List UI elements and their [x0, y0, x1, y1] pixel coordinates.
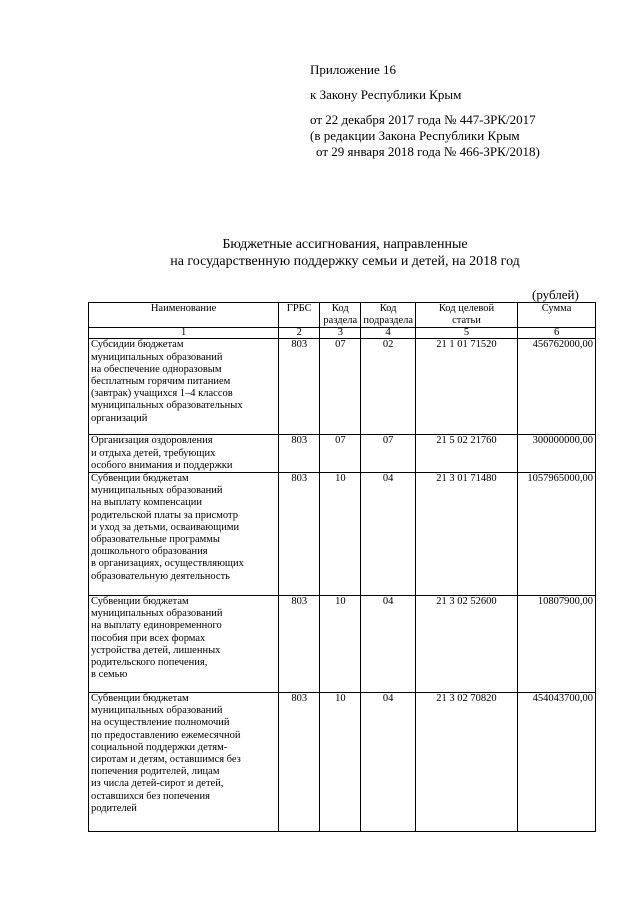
- currency-units: (рублей): [532, 287, 579, 302]
- amendment-date-number: от 29 января 2018 года № 466-ЗРК/2018): [316, 144, 540, 159]
- table-row: [89, 473, 596, 596]
- row-grbs: 803: [279, 473, 320, 596]
- column-number: 1: [89, 328, 279, 339]
- row-name: Субвенции бюджетам муниципальных образований на выплату единовременного пособия при всех формах устройства детей, лишенных родительского попечения, в семью: [89, 596, 279, 693]
- column-number: 6: [518, 328, 596, 339]
- row-section: 10: [320, 693, 361, 832]
- column-numbers-row: [89, 328, 596, 339]
- row-grbs: 803: [279, 693, 320, 832]
- appendix-number: Приложение 16: [310, 62, 397, 77]
- title-line-1: Бюджетные ассигнования, направленные: [222, 237, 468, 252]
- law-reference: к Закону Республики Крым: [310, 87, 462, 102]
- row-sum: 10807900,00: [518, 596, 596, 693]
- column-header-name: Наименование: [89, 303, 279, 328]
- row-subsection: 07: [361, 435, 415, 473]
- column-number: 3: [320, 328, 361, 339]
- row-section: 07: [320, 435, 361, 473]
- column-header-sum: Сумма: [518, 303, 596, 328]
- row-name: Субсидии бюджетам муниципальных образований на обеспечение одноразовым бесплатным горячим питанием (завтрак) учащихся 1–4 классов муниципальных образовательных организаций: [89, 339, 279, 435]
- row-subsection: 04: [361, 473, 415, 596]
- column-header-target-article: Код целевой статьи: [415, 303, 517, 328]
- row-sum: 1057965000,00: [518, 473, 596, 596]
- document-title: [0, 236, 640, 270]
- row-target-article: 21 3 02 52600: [415, 596, 517, 693]
- row-target-article: 21 3 02 70820: [415, 693, 517, 832]
- row-sum: 454043700,00: [518, 693, 596, 832]
- row-section: 10: [320, 473, 361, 596]
- table-row: [89, 435, 596, 473]
- column-header-subsection: Код подраздела: [361, 303, 415, 328]
- row-section: 10: [320, 596, 361, 693]
- row-sum: 300000000,00: [518, 435, 596, 473]
- table-row: [89, 339, 596, 435]
- row-section: 07: [320, 339, 361, 435]
- row-target-article: 21 3 01 71480: [415, 473, 517, 596]
- row-grbs: 803: [279, 339, 320, 435]
- column-number: 5: [415, 328, 517, 339]
- column-header-grbs: ГРБС: [279, 303, 320, 328]
- row-grbs: 803: [279, 435, 320, 473]
- row-subsection: 04: [361, 693, 415, 832]
- budget-table: [88, 302, 596, 832]
- row-name: Субвенции бюджетам муниципальных образований на выплату компенсации родительской платы за присмотр и уход за детьми, осваивающими образовательные программы дошкольного образования в организациях, осуществляющих образовательную деятельность: [89, 473, 279, 596]
- appendix-header: [310, 62, 540, 160]
- column-number: 4: [361, 328, 415, 339]
- table-header-row: [89, 303, 596, 328]
- law-date-number: от 22 декабря 2017 года № 447-ЗРК/2017: [310, 112, 536, 127]
- row-subsection: 02: [361, 339, 415, 435]
- column-number: 2: [279, 328, 320, 339]
- column-header-section: Код раздела: [320, 303, 361, 328]
- row-target-article: 21 5 02 21760: [415, 435, 517, 473]
- title-line-2: на государственную поддержку семьи и детей, на 2018 год: [170, 254, 520, 269]
- row-name: Субвенции бюджетам муниципальных образований на осуществление полномочий по предоставлению ежемесячной социальной поддержки детям- сиротам и детям, оставшимся без попечения родителей, лицам из числа детей-сирот и детей, оставшихся без попечения родителей: [89, 693, 279, 832]
- amendment-reference: (в редакции Закона Республики Крым: [310, 128, 520, 143]
- row-sum: 456762000,00: [518, 339, 596, 435]
- table-row: [89, 596, 596, 693]
- row-subsection: 04: [361, 596, 415, 693]
- row-name: Организация оздоровления и отдыха детей, требующих особого внимания и поддержки: [89, 435, 279, 473]
- row-grbs: 803: [279, 596, 320, 693]
- table-row: [89, 693, 596, 832]
- row-target-article: 21 1 01 71520: [415, 339, 517, 435]
